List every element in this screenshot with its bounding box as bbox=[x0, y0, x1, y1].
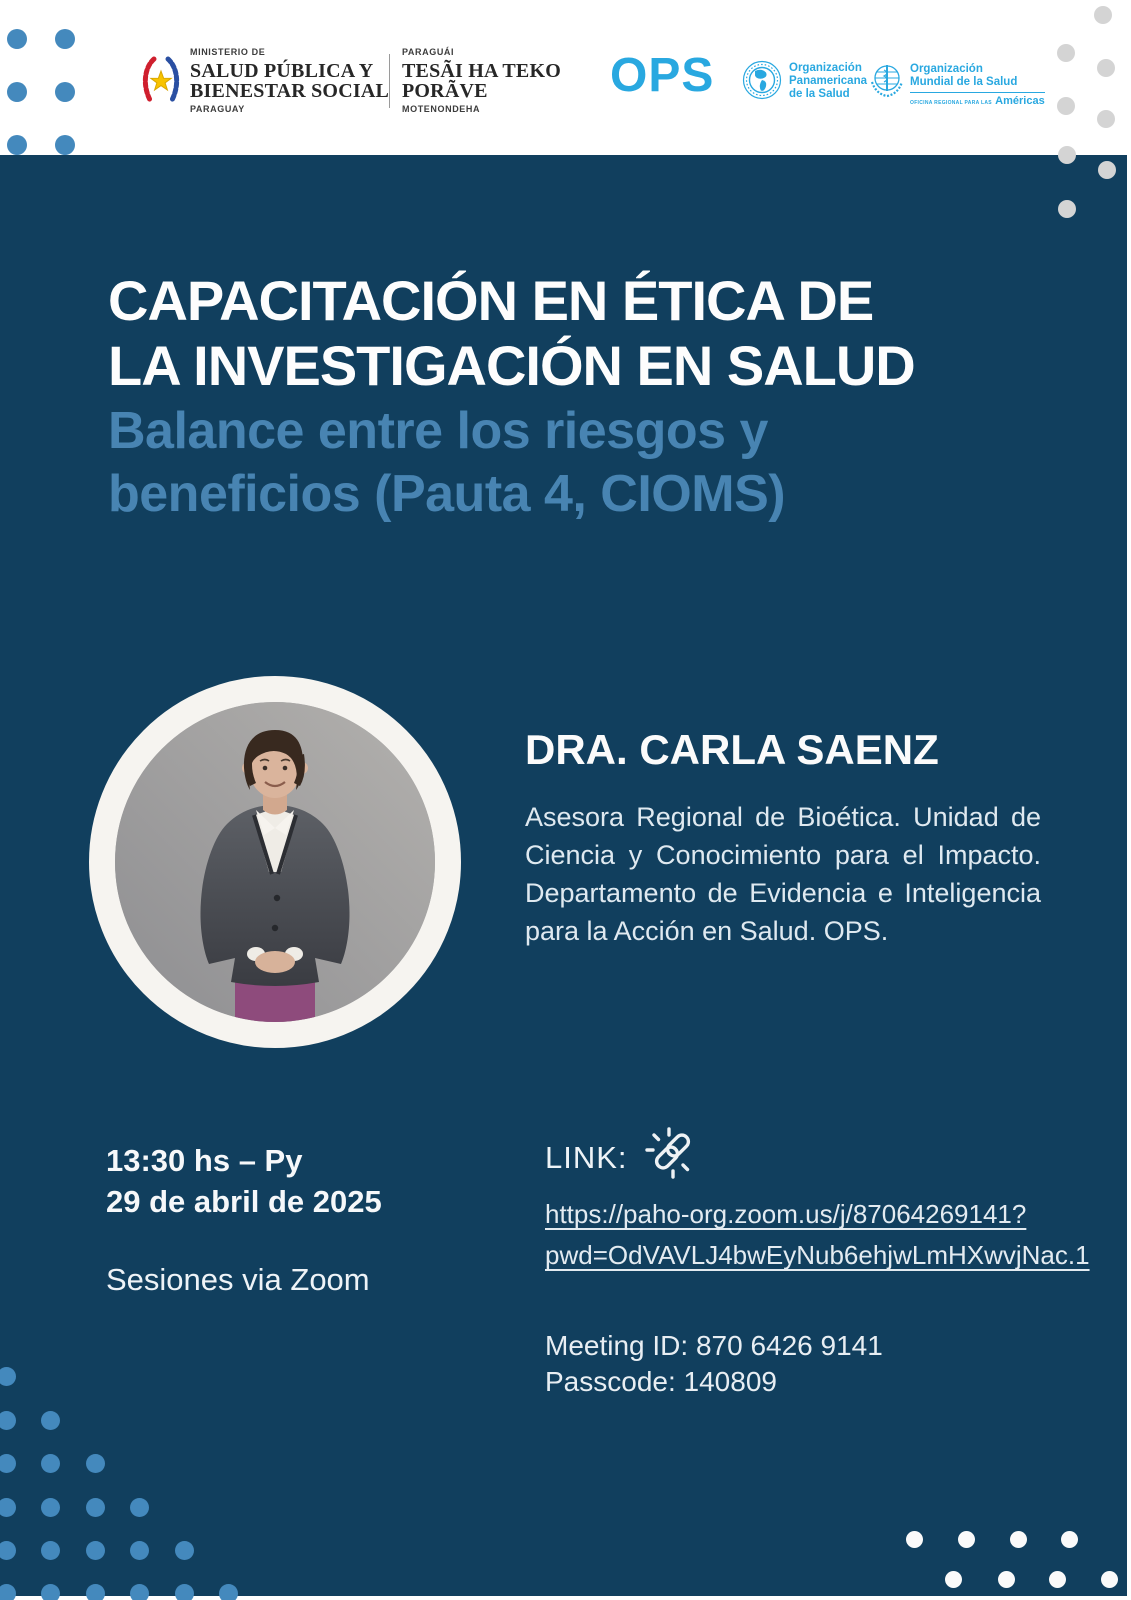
decorative-dot bbox=[130, 1584, 149, 1600]
decorative-dot bbox=[1094, 6, 1112, 24]
decorative-dot bbox=[1101, 1571, 1118, 1588]
paho-globe-icon bbox=[742, 60, 782, 105]
decorative-dot bbox=[175, 1584, 194, 1600]
decorative-dot bbox=[41, 1411, 60, 1430]
speaker-name: DRA. CARLA SAENZ bbox=[525, 726, 939, 773]
title-line1: CAPACITACIÓN EN ÉTICA DE bbox=[108, 269, 874, 332]
decorative-dot bbox=[55, 135, 75, 155]
decorative-dot bbox=[86, 1541, 105, 1560]
decorative-dot bbox=[130, 1498, 149, 1517]
decorative-dot bbox=[0, 1367, 16, 1386]
decorative-dot bbox=[7, 135, 27, 155]
event-time: 13:30 hs – Py bbox=[106, 1143, 303, 1178]
who-org-name bbox=[910, 63, 1045, 110]
decorative-dot bbox=[41, 1454, 60, 1473]
who-region-small: OFICINA REGIONAL PARA LAS bbox=[910, 100, 992, 106]
decorative-dot bbox=[175, 1541, 194, 1560]
decorative-dot bbox=[1061, 1531, 1078, 1548]
zoom-url-line2[interactable]: pwd=OdVAVLJ4bwEyNub6ehjwLmHXwvjNac.1 bbox=[545, 1240, 1090, 1270]
ministry-small-bottom: PARAGUAY bbox=[190, 104, 245, 114]
decorative-dot bbox=[86, 1498, 105, 1517]
guarani-line1: TESÃI HA TEKO bbox=[402, 60, 561, 82]
meeting-info bbox=[545, 1328, 883, 1400]
decorative-dot bbox=[7, 82, 27, 102]
poster-title bbox=[108, 268, 915, 398]
decorative-dot bbox=[0, 1498, 16, 1517]
decorative-dot bbox=[1010, 1531, 1027, 1548]
meeting-id: Meeting ID: 870 6426 9141 bbox=[545, 1330, 883, 1361]
zoom-url-line1[interactable]: https://paho-org.zoom.us/j/87064269141? bbox=[545, 1199, 1027, 1229]
paho-org-line3: de la Salud bbox=[789, 88, 850, 100]
ministry-name-guarani bbox=[402, 48, 561, 114]
link-icon bbox=[642, 1124, 700, 1187]
who-region-line bbox=[910, 92, 1045, 110]
decorative-dot bbox=[1057, 44, 1075, 62]
schedule-block bbox=[106, 1140, 382, 1222]
ministry-line1: SALUD PÚBLICA Y bbox=[190, 60, 374, 82]
decorative-dot bbox=[1058, 200, 1076, 218]
ministry-name-es bbox=[190, 48, 389, 114]
decorative-dot bbox=[7, 29, 27, 49]
decorative-dot bbox=[1097, 59, 1115, 77]
decorative-dot bbox=[86, 1454, 105, 1473]
decorative-dot bbox=[1097, 110, 1115, 128]
ministry-line2: BIENESTAR SOCIAL bbox=[190, 80, 390, 102]
guarani-small-top: PARAGUÁI bbox=[402, 47, 455, 57]
title-line2: LA INVESTIGACIÓN EN SALUD bbox=[108, 334, 915, 397]
paho-org-name bbox=[789, 62, 867, 101]
decorative-dot bbox=[0, 1454, 16, 1473]
who-line1: Organización bbox=[910, 63, 983, 75]
decorative-dot bbox=[1058, 146, 1076, 164]
speaker-portrait-illustration bbox=[115, 702, 435, 1022]
event-date: 29 de abril de 2025 bbox=[106, 1184, 382, 1219]
paho-org-line1: Organización bbox=[789, 62, 862, 74]
who-emblem-icon bbox=[868, 60, 906, 105]
session-mode: Sesiones via Zoom bbox=[106, 1262, 370, 1297]
header-band bbox=[0, 0, 1131, 155]
decorative-dot bbox=[1049, 1571, 1066, 1588]
subtitle-line1: Balance entre los riesgos y bbox=[108, 402, 768, 460]
paho-org-line2: Panamericana bbox=[789, 75, 867, 87]
speaker-photo bbox=[89, 676, 461, 1048]
speaker-bio: Asesora Regional de Bioética. Unidad de Ciencia y Conocimiento para el Impacto. Departamento de Evidencia e Inteligencia para la Acción en Salud. OPS. bbox=[525, 802, 1041, 946]
decorative-dot bbox=[41, 1541, 60, 1560]
subtitle-line2: beneficios (Pauta 4, CIOMS) bbox=[108, 465, 786, 523]
decorative-dot bbox=[130, 1541, 149, 1560]
meeting-passcode: Passcode: 140809 bbox=[545, 1366, 777, 1397]
decorative-dot bbox=[55, 29, 75, 49]
decorative-dot bbox=[945, 1571, 962, 1588]
decorative-dot bbox=[0, 1411, 16, 1430]
decorative-dot bbox=[86, 1584, 105, 1600]
who-line2: Mundial de la Salud bbox=[910, 76, 1018, 88]
decorative-dot bbox=[1057, 97, 1075, 115]
poster-subtitle bbox=[108, 400, 785, 526]
zoom-meeting-link[interactable] bbox=[545, 1194, 1090, 1276]
decorative-dot bbox=[906, 1531, 923, 1548]
link-label: LINK: bbox=[545, 1140, 628, 1175]
decorative-dot bbox=[41, 1584, 60, 1600]
decorative-dot bbox=[41, 1498, 60, 1517]
decorative-dot bbox=[0, 1584, 16, 1600]
decorative-dot bbox=[219, 1584, 238, 1600]
guarani-small-bottom: MOTENONDEHA bbox=[402, 104, 481, 114]
ministry-small-top: MINISTERIO DE bbox=[190, 47, 266, 57]
paraguay-coat-of-arms-icon bbox=[138, 54, 184, 111]
who-region-bold: Américas bbox=[995, 95, 1045, 107]
logo-divider bbox=[389, 54, 390, 108]
decorative-dot bbox=[0, 1541, 16, 1560]
decorative-dot bbox=[1098, 161, 1116, 179]
guarani-line2: PORÃVE bbox=[402, 80, 488, 102]
decorative-dot bbox=[55, 82, 75, 102]
ops-logo-text: OPS bbox=[610, 49, 715, 102]
decorative-dot bbox=[958, 1531, 975, 1548]
decorative-dot bbox=[998, 1571, 1015, 1588]
